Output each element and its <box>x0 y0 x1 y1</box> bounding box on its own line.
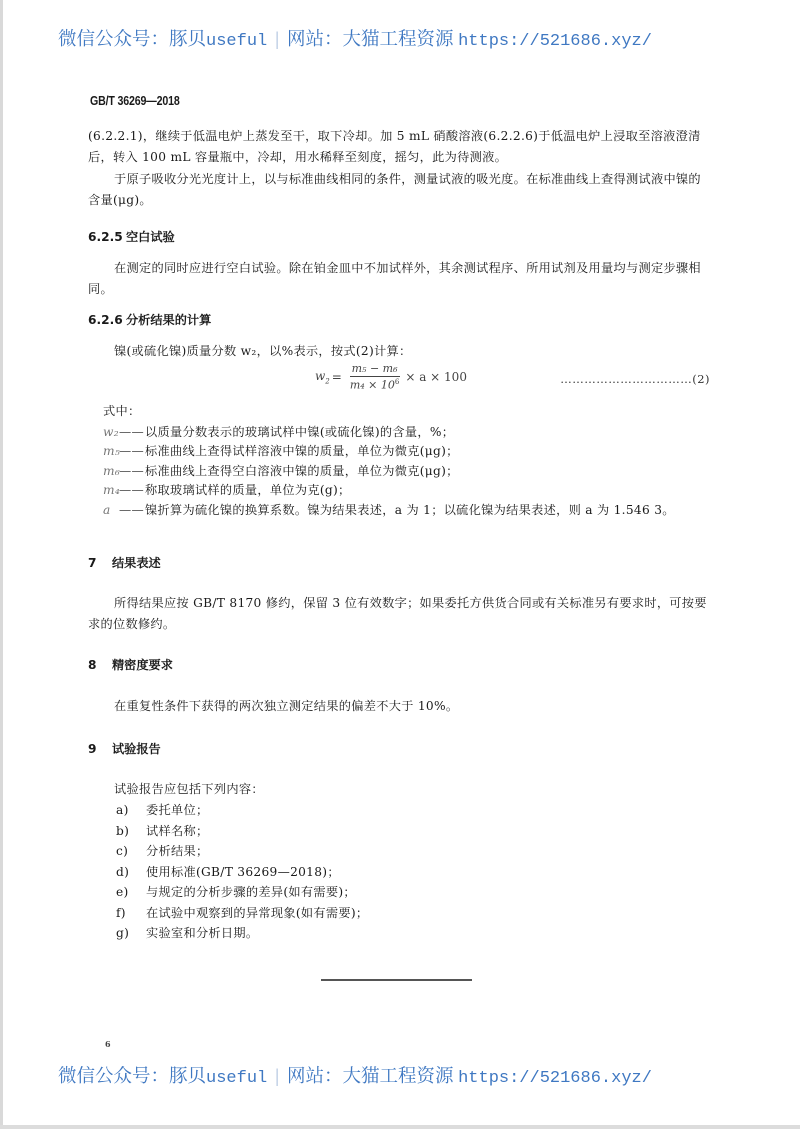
paragraph-precision: 在重复性条件下获得的两次独立测定结果的偏差不大于 10%。 <box>114 699 459 713</box>
watermark-separator: | <box>275 1067 279 1087</box>
formula-numerator: m₅ − m₆ <box>351 362 398 375</box>
list-item <box>116 882 616 903</box>
watermark-site-label: 网站：大猫工程资源 <box>286 30 454 50</box>
list-item-text: 使用标准(GB/T 36269—2018)； <box>146 864 340 879</box>
section-number: 6.2.5 <box>88 230 123 244</box>
section-title: 精密度要求 <box>112 658 173 672</box>
watermark-account-label: 微信公众号：豚贝 <box>58 30 207 50</box>
formula-lhs: $w_2$ <box>315 368 330 386</box>
section-heading-7 <box>88 554 161 571</box>
list-item-text: 实验室和分析日期。 <box>146 926 259 940</box>
watermark-site-url[interactable]: https://521686.xyz/ <box>458 32 652 51</box>
variable-symbol: a <box>103 502 111 517</box>
list-item-text: 分析结果； <box>146 844 209 858</box>
list-item-text: 委托单位； <box>146 803 209 817</box>
section-title: 试验报告 <box>112 742 161 756</box>
section-heading-6-2-6 <box>88 311 211 328</box>
report-items-list <box>116 800 616 944</box>
standard-code: GB/T 36269—2018 <box>90 94 180 108</box>
formula-tail: × a × 100 <box>405 369 467 384</box>
list-item-text: 试样名称； <box>146 823 209 838</box>
formula-2 <box>300 362 710 402</box>
list-item-label: c) <box>116 844 129 858</box>
section-number: 9 <box>88 742 97 756</box>
section-title: 空白试验 <box>126 230 175 244</box>
list-item-text: 在试验中观察到的异常现象(如有需要)； <box>146 905 369 920</box>
variable-definition: m₆ —— 标准曲线上查得空白溶液中镍的质量，单位为微克(μg)； <box>103 462 723 482</box>
page-number: 6 <box>105 1039 111 1049</box>
section-heading-6-2-5 <box>88 228 175 245</box>
paragraph-measurement: 于原子吸收分光光度计上，以与标准曲线相同的条件，测量试液的吸光度。在标准曲线上查得测试液中镍的含量(μg)。 <box>88 172 701 207</box>
list-item <box>116 862 616 883</box>
list-item-label: d) <box>116 864 130 879</box>
list-item <box>116 800 616 821</box>
variable-definition: a —— 镍折算为硫化镍的换算系数。镍为结果表述，a 为 1；以硫化镍为结果表述，则 a 为 1.546 3。 <box>103 501 723 521</box>
paragraph-continued: (6.2.2.1)，继续于低温电炉上蒸发至干，取下冷却。加 5 mL 硝酸溶液(6.2.2.6)于低温电炉上浸取至溶液澄清后，转入 100 mL 容量瓶中，冷却，用水稀释至刻度，摇匀，此为待测液。 <box>88 129 701 164</box>
variable-description: 镍折算为硫化镍的换算系数。镍为结果表述，a 为 1；以硫化镍为结果表述，则 a 为 1.546 3。 <box>145 502 675 517</box>
watermark-site-label: 网站：大猫工程资源 <box>286 1067 454 1087</box>
section-number: 6.2.6 <box>88 313 123 327</box>
formula-expression <box>315 362 467 392</box>
variable-description: 称取玻璃试样的质量，单位为克(g)； <box>145 483 351 498</box>
list-item <box>116 841 616 862</box>
paragraph-result-expression: 所得结果应按 GB/T 8170 修约，保留 3 位有效数字；如果委托方供货合同或有关标准另有要求时，可按要求的位数修约。 <box>88 596 707 631</box>
variable-description: 以质量分数表示的玻璃试样中镍(或硫化镍)的含量，%； <box>145 424 455 439</box>
formula-fraction <box>348 362 402 392</box>
where-title: 式中： <box>103 404 141 418</box>
formula-denominator: $m_4 \times 10^6$ <box>349 378 400 392</box>
variable-symbol: m₆ <box>103 463 121 478</box>
section-title: 结果表述 <box>112 556 161 570</box>
list-item <box>116 903 616 924</box>
formula-variable-list <box>103 402 723 521</box>
list-item-label: g) <box>116 926 130 940</box>
variable-description: 标准曲线上查得试样溶液中镍的质量，单位为微克(μg)； <box>145 444 459 459</box>
paragraph-calc-intro: 镍(或硫化镍)质量分数 w₂，以%表示，按式(2)计算： <box>114 344 412 358</box>
section-number: 8 <box>88 658 97 672</box>
watermark-separator: | <box>275 30 279 50</box>
list-item-label: b) <box>116 823 130 838</box>
watermark-account-name: useful <box>206 32 268 51</box>
list-item <box>116 821 616 842</box>
formula-equation-number: ……………………………(2) <box>560 372 710 386</box>
list-item-label: f) <box>116 905 126 920</box>
variable-definition: m₅ —— 标准曲线上查得试样溶液中镍的质量，单位为微克(μg)； <box>103 442 723 462</box>
paragraph-report-intro: 试验报告应包括下列内容： <box>114 782 264 796</box>
list-item <box>116 923 616 944</box>
variable-definition: m₄ —— 称取玻璃试样的质量，单位为克(g)； <box>103 481 723 501</box>
watermark-bottom <box>58 1062 758 1088</box>
watermark-account-name: useful <box>206 1069 268 1088</box>
page-bottom-border <box>0 1125 800 1129</box>
variable-symbol: w₂ <box>103 424 119 439</box>
document-end-rule <box>321 979 472 981</box>
variable-description: 标准曲线上查得空白溶液中镍的质量，单位为微克(μg)； <box>145 463 459 478</box>
section-heading-9 <box>88 740 161 757</box>
list-item-text: 与规定的分析步骤的差异(如有需要)； <box>146 885 356 899</box>
paragraph-blank-test: 在测定的同时应进行空白试验。除在铂金皿中不加试样外，其余测试程序、所用试剂及用量均与测定步骤相同。 <box>88 261 701 296</box>
list-item-label: e) <box>116 885 129 899</box>
section-title: 分析结果的计算 <box>126 313 212 327</box>
variable-symbol: m₅ <box>103 444 121 459</box>
watermark-site-url[interactable]: https://521686.xyz/ <box>458 1069 652 1088</box>
section-number: 7 <box>88 556 97 570</box>
watermark-account-label: 微信公众号：豚贝 <box>58 1067 207 1087</box>
section-heading-8 <box>88 656 173 673</box>
variable-symbol: m₄ <box>103 483 121 498</box>
variable-definition: w₂ —— 以质量分数表示的玻璃试样中镍(或硫化镍)的含量，%； <box>103 423 723 443</box>
page-left-border <box>0 0 3 1129</box>
formula-equals: = <box>331 369 342 384</box>
list-item-label: a) <box>116 803 129 817</box>
watermark-top <box>58 25 758 51</box>
